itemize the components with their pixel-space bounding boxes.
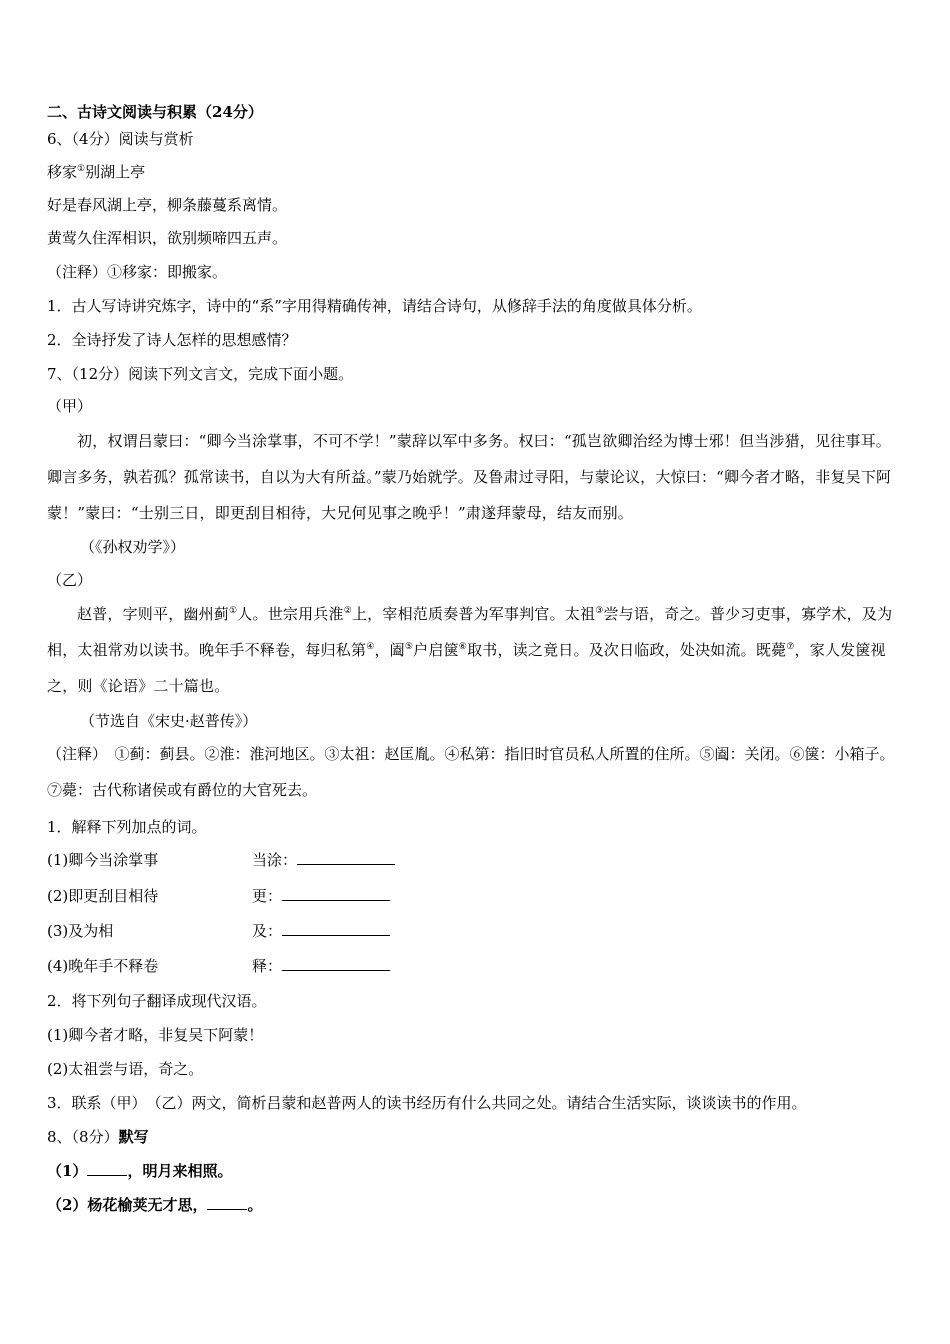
q8-header: 8、（8分）默写 — [47, 1128, 149, 1146]
translation-1: (1)卿今者才略，非复吴下阿蒙！ — [47, 1026, 264, 1044]
q6-header: 6、（4分）阅读与赏析 — [47, 130, 194, 148]
jia-label: （甲） — [47, 397, 93, 415]
q6-note: （注释）①移家：即搬家。 — [47, 263, 228, 281]
recite-item-2: （2）杨花榆荚无才思， 。 — [47, 1196, 263, 1214]
jia-source: （《孙权劝学》） — [80, 538, 186, 556]
poem-line-2: 黄莺久住浑相识，欲别频啼四五声。 — [47, 229, 288, 247]
yi-text: 赵普，字则平，幽州蓟①人。世宗用兵淮②上，宰相范质奏普为军事判官。太祖③尝与语，奇之。普少习吏事，寡学术，及为相，太祖常劝以读书。晚年手不释卷，每归私第④，阖⑤户启箧⑥取书，读之竟日。及次日临政，处决如流。既薨⑦，家人发箧视之，则《论语》二十篇也。 — [47, 605, 893, 695]
vocab-sentence: (2)即更刮目相待 — [47, 887, 159, 905]
q6-sub1: 1．古人写诗讲究炼字，诗中的“系”字用得精确传神，请结合诗句，从修辞手法的角度做具体分析。 — [47, 297, 702, 315]
vocab-row — [47, 957, 283, 975]
jia-text: 初，权谓吕蒙曰：“卿今当涂掌事，不可不学！”蒙辞以军中多务。权曰：“孤岂欲卿治经为博士邪！但当涉猎，见往事耳。卿言多务，孰若孤？孤常读书，自以为大有所益。”蒙乃始就学。及鲁肃过寻阳，与蒙论议，大惊曰：“卿今者才略，非复吴下阿蒙！”蒙曰：“士别三日，即更刮目相待，大兄何见事之晚乎！”肃遂拜蒙母，结友而别。 — [47, 432, 892, 522]
blank-line[interactable] — [87, 1163, 127, 1176]
q7-note: （注释） ①蓟：蓟县。②淮：淮河地区。③太祖：赵匡胤。④私第：指旧时官员私人所置的住所。⑤阖：关闭。⑥箧：小箱子。⑦薨：古代称诸侯或有爵位的大官死去。 — [47, 746, 895, 799]
blank-line[interactable] — [207, 1197, 247, 1210]
translation-2: (2)太祖尝与语，奇之。 — [47, 1060, 204, 1078]
blank-line[interactable] — [297, 852, 395, 865]
vocab-row — [47, 851, 298, 869]
vocab-answer: 更： — [252, 887, 390, 905]
vocab-row — [47, 887, 283, 905]
vocab-row — [47, 922, 283, 940]
vocab-answer: 及： — [252, 922, 390, 940]
yi-source: （节选自《宋史·赵普传》） — [80, 712, 258, 730]
yi-label: （乙） — [47, 571, 93, 589]
vocab-answer: 当涂： — [252, 851, 395, 869]
vocab-answer: 释： — [252, 957, 390, 975]
section-title: 二、古诗文阅读与积累（24分） — [47, 103, 263, 121]
q7-sub1: 1．解释下列加点的词。 — [47, 818, 207, 836]
blank-line[interactable] — [282, 888, 390, 901]
vocab-sentence: (4)晚年手不释卷 — [47, 957, 159, 975]
vocab-sentence: (1)卿今当涂掌事 — [47, 851, 159, 869]
poem-line-1: 好是春风湖上亭，柳条藤蔓系离情。 — [47, 196, 288, 214]
q7-header: 7、（12分）阅读下列文言文，完成下面小题。 — [47, 365, 354, 383]
q7-sub2: 2．将下列句子翻译成现代汉语。 — [47, 992, 267, 1010]
poem-title: 移家①别湖上亭 — [47, 163, 146, 181]
q7-sub3: 3．联系（甲） （乙）两文，简析吕蒙和赵普两人的读书经历有什么共同之处。请结合生活实际，谈谈读书的作用。 — [47, 1094, 807, 1112]
blank-line[interactable] — [282, 923, 390, 936]
blank-line[interactable] — [282, 958, 390, 971]
vocab-sentence: (3)及为相 — [47, 922, 114, 940]
recite-item-1: （1） ，明月来相照。 — [47, 1162, 233, 1180]
q6-sub2: 2．全诗抒发了诗人怎样的思想感情？ — [47, 331, 297, 349]
